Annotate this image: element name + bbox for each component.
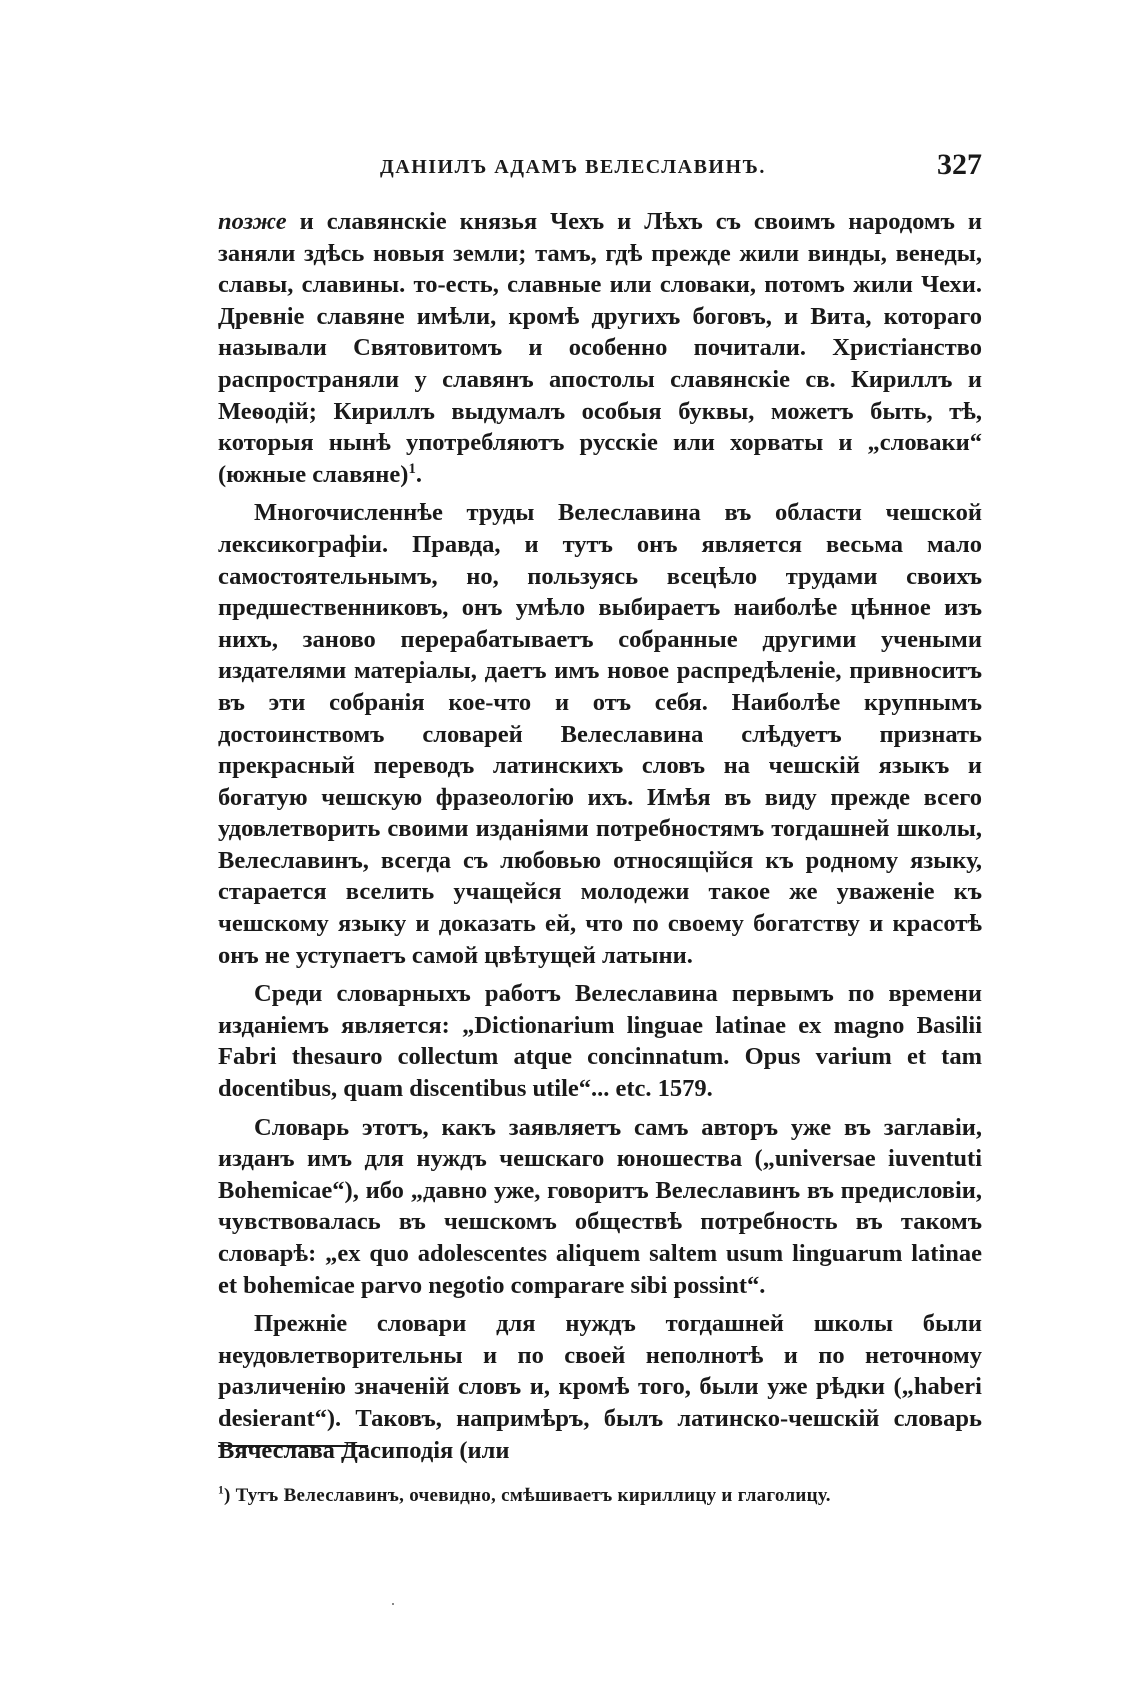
footnote-ref: 1 xyxy=(408,460,416,477)
paragraph-1 xyxy=(218,206,982,490)
footnote-text: ) Тутъ Велеславинъ, очевидно, смѣшиваетъ кириллицу и глаголицу. xyxy=(224,1485,831,1506)
paragraph-4: Словарь этотъ, какъ заявляетъ самъ авторъ уже въ заглавіи, изданъ имъ для нуждъ чешскаго юношества („universae iuventuti Bohemicae“), ибо „давно уже, говоритъ Велеславинъ въ предисловіи, чувствовалась въ чешскомъ обществѣ потребность въ такомъ словарѣ: „ex quo adolescentes aliquem saltem usum linguarum latinae et bohemicae parvo negotio comparare sibi possint“. xyxy=(218,1113,982,1299)
paper-speck xyxy=(392,1603,394,1605)
footnote-marker: 1 xyxy=(218,1484,224,1497)
paragraph-3: Среди словарныхъ работъ Велеславина первымъ по времени изданіемъ является: „Dictionarium linguae latinae ex magno Basilii Fabri thesauro collectum atque concinnatum. Opus varium et tam docentibus, quam discentibus utile“... etc. 1579. xyxy=(218,980,982,1103)
footnote-divider xyxy=(218,1445,368,1447)
paragraph-1-text: и славянскіе князья Чехъ и Лѣхъ съ своимъ народомъ и заняли здѣсь новыя земли; тамъ, гдѣ прежде жили винды, венеды, славы, славины. то-есть, славные или словаки, потомъ жили Чехи. Древніе славяне имѣли, кромѣ другихъ боговъ, и Вита, котораго называли Святовитомъ и особенно почитали. Христіанство распространяли у славянъ апостолы славянскіе св. Кириллъ и Меѳодій; Кириллъ выдумалъ особыя буквы, можетъ быть, тѣ, которыя нынѣ употребляютъ русскіе или хорваты и „словаки“ (южные славяне) xyxy=(218,208,982,488)
paragraph-2: Многочисленнѣе труды Велеславина въ области чешской лексикографіи. Правда, и тутъ онъ является весьма мало самостоятельнымъ, но, пользуясь всецѣло трудами своихъ предшественниковъ, онъ умѣло выбираетъ наиболѣе цѣнное изъ нихъ, заново перерабатываетъ собранные другими учеными издателями матеріалы, даетъ имъ новое распредѣленіе, привноситъ въ эти собранія кое-что и отъ себя. Наиболѣе крупнымъ достоинствомъ словарей Велеславина слѣдуетъ признать прекрасный переводъ латинскихъ словъ на чешскій языкъ и богатую чешскую фразеологію ихъ. Имѣя въ виду прежде всего удовлетворить своими изданіями потребностямъ тогдашней школы, Велеславинъ, всегда съ любовью относящійся къ родному языку, старается вселить учащейся молодежи такое же уваженіе къ чешскому языку и доказать ей, что по своему богатству и красотѣ онъ не уступаетъ самой цвѣтущей латыни. xyxy=(218,499,982,969)
paragraph-5: Прежніе словари для нуждъ тогдашней школы были неудовлетворительны и по своей неполнотѣ и по неточному различенію значеній словъ и, кромѣ того, были уже рѣдки („haberi desierant“). Таковъ, напримѣръ, былъ латинско-чешскій словарь Вячеслава Дасиподія (или xyxy=(218,1310,982,1464)
paragraph-1-lead: позже xyxy=(218,208,287,235)
footnote xyxy=(218,1484,982,1508)
page-number: 327 xyxy=(937,148,982,181)
running-title: ДАНІИЛЪ АДАМЪ ВЕЛЕСЛАВИНЪ. xyxy=(380,156,766,178)
body-text xyxy=(218,206,982,1473)
paragraph-1-tail: . xyxy=(415,460,422,488)
running-head xyxy=(210,148,982,188)
